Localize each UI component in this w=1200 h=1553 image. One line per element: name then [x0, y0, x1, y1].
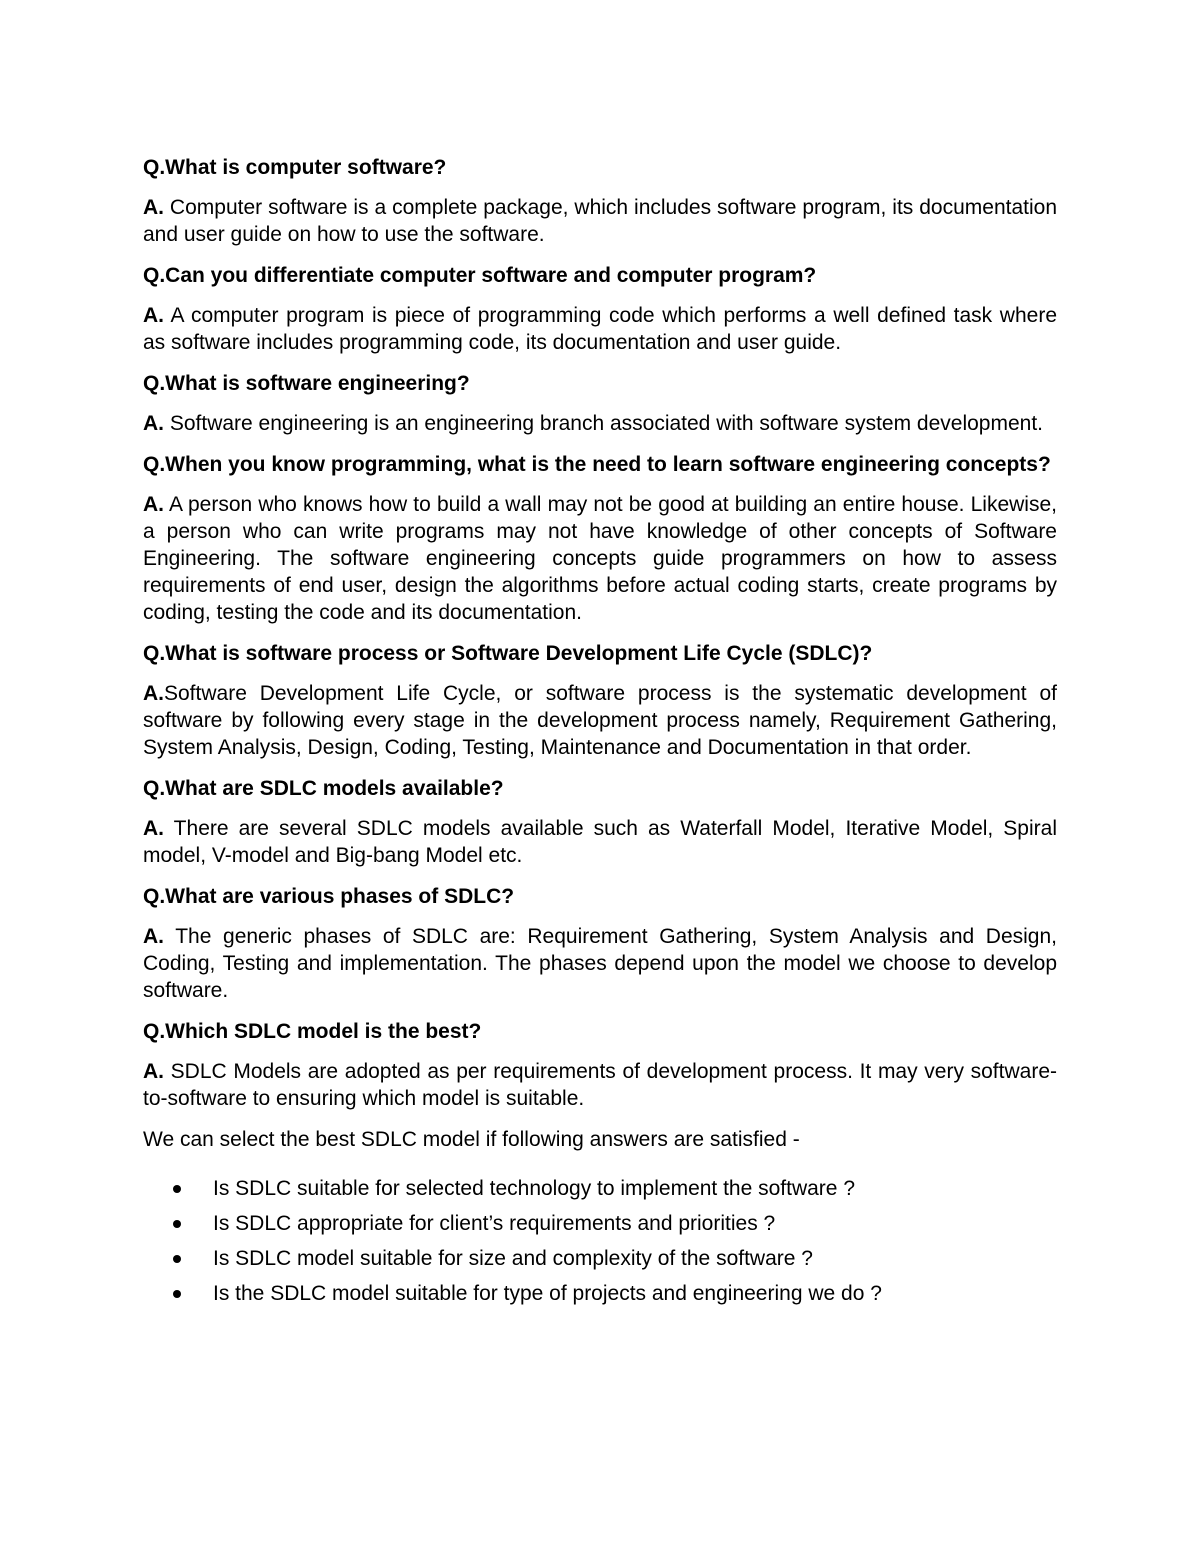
answer-text: A computer program is piece of programming code which performs a well defined task where as software includes programming code, its documentation and user guide. — [143, 304, 1057, 354]
list-item-text: Is SDLC suitable for selected technology to implement the software ? — [213, 1177, 855, 1200]
list-item — [143, 1280, 1057, 1307]
answer-paragraph — [143, 1058, 1057, 1112]
bullet-icon — [173, 1185, 181, 1193]
list-item-text: Is SDLC appropriate for client’s requirements and priorities ? — [213, 1212, 776, 1235]
question-heading: Q.What are SDLC models available? — [143, 777, 504, 800]
answer-paragraph — [143, 410, 1057, 437]
criteria-intro: We can select the best SDLC model if following answers are satisfied - — [143, 1128, 800, 1151]
answer-prefix: A. — [143, 304, 164, 327]
list-item-text: Is the SDLC model suitable for type of projects and engineering we do ? — [213, 1282, 882, 1305]
list-item — [143, 1245, 1057, 1272]
answer-paragraph — [143, 923, 1057, 1004]
answer-prefix: A. — [143, 196, 164, 219]
answer-paragraph — [143, 194, 1057, 248]
answer-text: Software engineering is an engineering branch associated with software system development. — [164, 412, 1043, 435]
bullet-icon — [173, 1220, 181, 1228]
qa-block — [143, 883, 1057, 1004]
answer-text: Computer software is a complete package, which includes software program, its documentation and user guide on how to use the software. — [143, 196, 1057, 246]
list-item — [143, 1210, 1057, 1237]
answer-text: A person who knows how to build a wall may not be good at building an entire house. Likewise, a person who can write programs may not have knowledge of other concepts of Software Engineering. The software engineering concepts guide programmers on how to assess requirements of end user, design the algorithms before actual coding starts, create programs by coding, testing the code and its documentation. — [143, 493, 1057, 624]
question-heading: Q.What is computer software? — [143, 156, 447, 179]
answer-paragraph — [143, 491, 1057, 626]
qa-block — [143, 262, 1057, 356]
answer-prefix: A. — [143, 817, 164, 840]
answer-prefix: A. — [143, 412, 164, 435]
list-item — [143, 1175, 1057, 1202]
question-heading: Q.What are various phases of SDLC? — [143, 885, 515, 908]
answer-text: The generic phases of SDLC are: Requirement Gathering, System Analysis and Design, Coding, Testing and implementation. The phases depend upon the model we choose to develop software. — [143, 925, 1057, 1002]
answer-text: There are several SDLC models available such as Waterfall Model, Iterative Model, Spiral model, V-model and Big-bang Model etc. — [143, 817, 1057, 867]
answer-prefix: A. — [143, 682, 164, 705]
qa-block — [143, 775, 1057, 869]
answer-prefix: A. — [143, 925, 164, 948]
question-heading: Q.When you know programming, what is the need to learn software engineering concepts? — [143, 453, 1051, 476]
answer-paragraph — [143, 302, 1057, 356]
qa-block — [143, 154, 1057, 248]
question-heading: Q.Can you differentiate computer software and computer program? — [143, 264, 817, 287]
answer-text: SDLC Models are adopted as per requirements of development process. It may very software-to-software to ensuring which model is suitable. — [143, 1060, 1057, 1110]
qa-block — [143, 1018, 1057, 1112]
bullet-icon — [173, 1290, 181, 1298]
question-heading: Q.What is software engineering? — [143, 372, 470, 395]
question-heading: Q.What is software process or Software Development Life Cycle (SDLC)? — [143, 642, 873, 665]
answer-text: Software Development Life Cycle, or software process is the systematic development of software by following every stage in the development process namely, Requirement Gathering, System Analysis, Design, Coding, Testing, Maintenance and Documentation in that order. — [143, 682, 1057, 759]
criteria-list — [143, 1175, 1057, 1307]
qa-block — [143, 640, 1057, 761]
list-item-text: Is SDLC model suitable for size and complexity of the software ? — [213, 1247, 813, 1270]
qa-block — [143, 370, 1057, 437]
qa-block — [143, 451, 1057, 626]
answer-paragraph — [143, 815, 1057, 869]
bullet-icon — [173, 1255, 181, 1263]
answer-paragraph — [143, 680, 1057, 761]
answer-prefix: A. — [143, 493, 164, 516]
answer-prefix: A. — [143, 1060, 164, 1083]
question-heading: Q.Which SDLC model is the best? — [143, 1020, 482, 1043]
